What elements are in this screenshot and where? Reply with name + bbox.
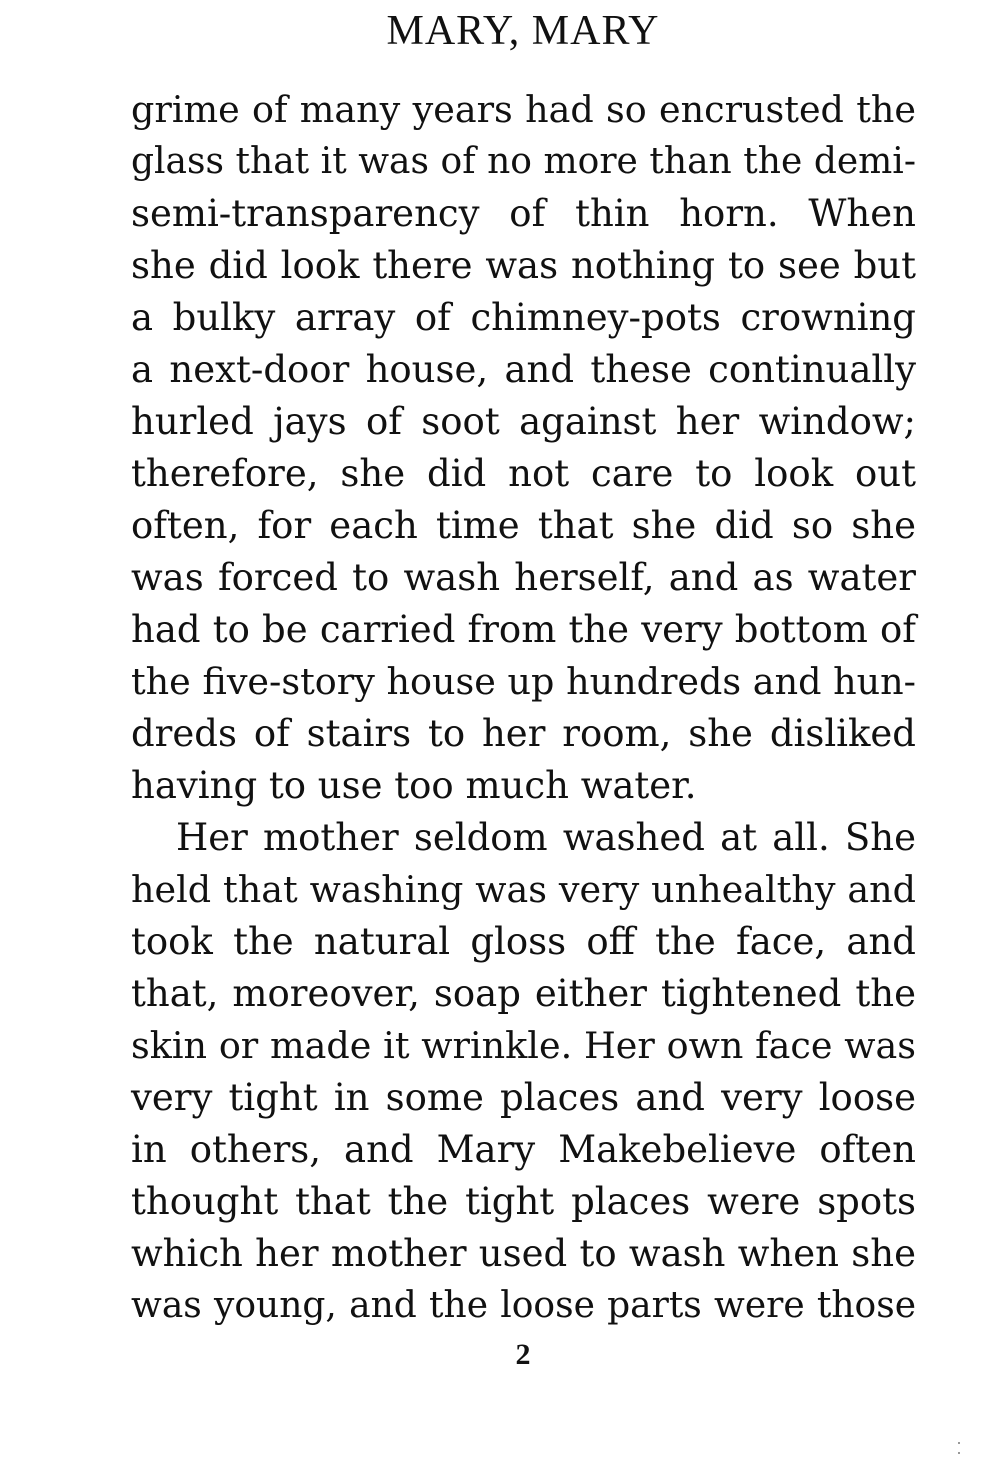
text-line: semi-transparency of thin horn. When (131, 192, 916, 235)
text-line: held that washing was very unhealthy and (131, 868, 916, 911)
text-line: that, moreover, soap either tightened the (131, 972, 916, 1015)
scan-speck (958, 1452, 960, 1454)
text-line: was young, and the loose parts were those (131, 1285, 916, 1326)
text-line: in others, and Mary Makebelieve often (131, 1128, 916, 1171)
body-text (131, 84, 916, 1332)
text-line: thought that the tight places were spots (131, 1180, 916, 1223)
text-line: a bulky array of chimney-pots crowning (131, 296, 916, 339)
text-line: a next-door house, and these continually (131, 348, 916, 391)
text-line: grime of many years had so encrusted the (131, 88, 916, 131)
text-line: took the natural gloss off the face, and (131, 920, 916, 963)
text-line: had to be carried from the very bottom of (131, 608, 916, 651)
text-line: which her mother used to wash when she (131, 1232, 916, 1275)
text-line: hurled jays of soot against her window; (131, 400, 916, 443)
text-line: often, for each time that she did so she (131, 504, 916, 547)
page-number: 2 (515, 1338, 531, 1371)
text-line: skin or made it wrinkle. Her own face was (131, 1024, 916, 1067)
scan-speck (958, 1442, 960, 1444)
paragraph-2 (131, 812, 916, 1332)
text-line: the five-story house up hundreds and hun- (131, 660, 916, 703)
text-line: she did look there was nothing to see but (131, 244, 916, 287)
text-line: very tight in some places and very loose (131, 1076, 916, 1119)
running-head: MARY, MARY (386, 8, 660, 54)
text-line: having to use too much water. (131, 764, 697, 807)
text-line: glass that it was of no more than the demi- (131, 141, 916, 182)
text-line: dreds of stairs to her room, she disliked (131, 712, 916, 755)
text-line: therefore, she did not care to look out (131, 452, 916, 495)
paragraph-1 (131, 84, 916, 812)
text-line: Her mother seldom washed at all. She (176, 816, 916, 859)
text-line: was forced to wash herself, and as water (131, 556, 916, 599)
